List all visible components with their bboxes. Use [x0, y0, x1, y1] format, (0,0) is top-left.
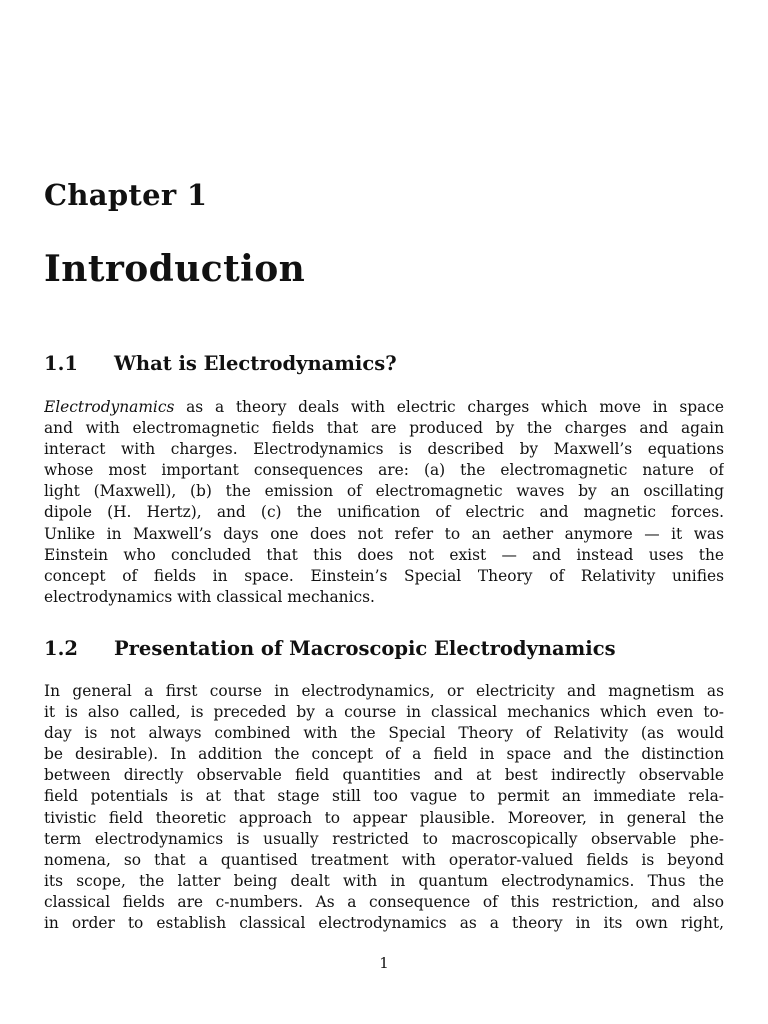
paragraph-line: light (Maxwell), (b) the emission of electromagnetic waves by an oscillating: [44, 482, 724, 501]
section-heading-1-1: [44, 352, 397, 375]
section-heading-1-2: [44, 637, 616, 660]
paragraph-line: between directly observable field quantities and at best indirectly observable: [44, 766, 724, 785]
section-number: 1.1: [44, 352, 78, 375]
paragraph-line: Einstein who concluded that this does not exist — and instead uses the: [44, 545, 724, 564]
paragraph-line: In general a first course in electrodynamics, or electricity and magnetism as: [44, 682, 724, 700]
section-title: Presentation of Macroscopic Electrodynamics: [114, 637, 616, 660]
paragraph-line: day is not always combined with the Special Theory of Relativity (as would: [44, 724, 724, 743]
paragraph-line: in order to establish classical electrodynamics as a theory in its own right,: [44, 914, 724, 933]
paragraph-line: dipole (H. Hertz), and (c) the unification of electric and magnetic forces.: [44, 503, 724, 522]
paragraph-line: it is also called, is preceded by a course in classical mechanics which even to-: [44, 703, 724, 722]
section-1-2-paragraph: [44, 681, 724, 934]
paragraph-line: Unlike in Maxwell’s days one does not refer to an aether anymore — it was: [44, 524, 724, 543]
paragraph-line: [44, 397, 724, 418]
paragraph-line: electrodynamics with classical mechanics.: [44, 587, 375, 606]
paragraph-line: field potentials is at that stage still too vague to permit an immediate rela-: [44, 787, 724, 806]
paragraph-line: and with electromagnetic fields that are produced by the charges and again: [44, 419, 724, 438]
chapter-title: Introduction: [44, 248, 306, 290]
paragraph-line: be desirable). In addition the concept of a field in space and the distinction: [44, 745, 724, 764]
emphasized-term: Electrodynamics: [44, 398, 175, 416]
section-number: 1.2: [44, 637, 78, 660]
page-number: 1: [379, 954, 389, 972]
section-1-1-paragraph: [44, 397, 724, 608]
paragraph-line-text: as a theory deals with electric charges which move in space: [174, 398, 724, 416]
paragraph-line: concept of fields in space. Einstein’s Special Theory of Relativity unifies: [44, 566, 724, 585]
paragraph-line: nomena, so that a quantised treatment with operator-valued fields is beyond: [44, 850, 724, 869]
paragraph-line: its scope, the latter being dealt with in quantum electrodynamics. Thus the: [44, 871, 724, 890]
paragraph-line: interact with charges. Electrodynamics is described by Maxwell’s equations: [44, 440, 724, 459]
paragraph-line: term electrodynamics is usually restricted to macroscopically observable phe-: [44, 829, 724, 848]
paragraph-line: whose most important consequences are: (a) the electromagnetic nature of: [44, 461, 724, 480]
chapter-label: Chapter 1: [44, 178, 208, 212]
section-title: What is Electrodynamics?: [114, 352, 397, 375]
paragraph-line: classical fields are c-numbers. As a consequence of this restriction, and also: [44, 892, 724, 911]
paragraph-line: tivistic field theoretic approach to appear plausible. Moreover, in general the: [44, 808, 724, 827]
